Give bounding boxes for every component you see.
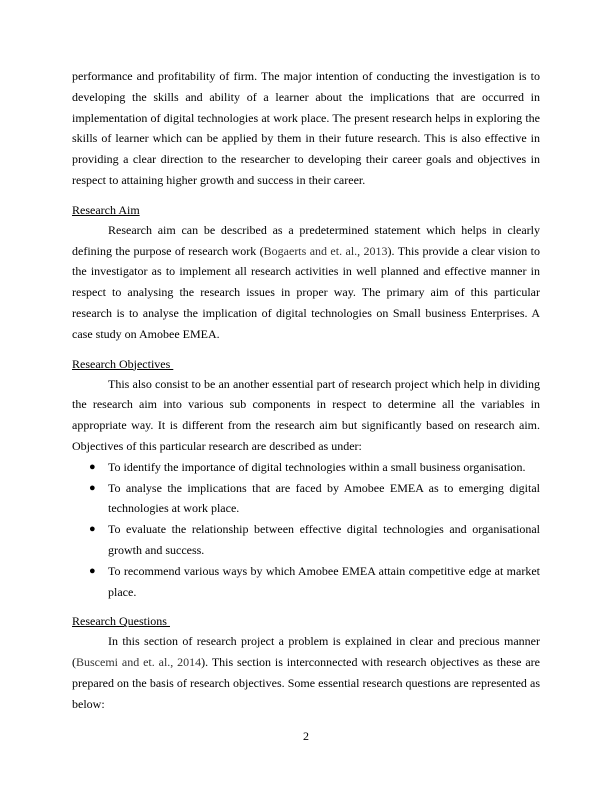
objective-text: To identify the importance of digital technologies within a small business organisation. [108, 459, 526, 474]
page-content [72, 66, 540, 715]
bullet-icon: ● [89, 523, 96, 536]
questions-text-before-citation: In this section of research project a problem is explained in clear and precious manner ( [72, 634, 540, 670]
intro-paragraph: performance and profitability of firm. The major intention of conducting the investigation is to developing the skills and ability of a learner about the implications that are occurred in implementation of digital technologies at work place. The present research helps in exploring the skills of learner which can be applied by them in their future research. This is also effective in providing a clear direction to the researcher to developing their career goals and objectives in respect to attaining higher growth and success in their career. [72, 69, 540, 187]
aim-citation: Bogaerts and et. al., 2013 [263, 243, 388, 258]
research-questions-paragraph [72, 631, 540, 714]
research-objectives-paragraph: This also consist to be an another essential part of research project which help in dividing the research aim into various sub components in respect to determine all the variables in appropriate way. It is different from the research aim but significantly based on research aim. Objectives of this particular research are described as under: [72, 376, 540, 453]
objective-text: To recommend various ways by which Amobee EMEA attain competitive edge at market place. [108, 563, 540, 599]
objective-text: To analyse the implications that are faced by Amobee EMEA as to emerging digital technologies at work place. [108, 480, 540, 516]
objective-item [72, 561, 540, 603]
aim-text-after-citation: ). This provide a clear vision to the investigator as to implement all research activities in well planned and effective manner in respect to analysing the research issues in proper way. The primary aim of this particular research is to analyse the implication of digital technologies on Small business Enterprises. A case study on Amobee EMEA. [72, 243, 541, 341]
research-aim-heading: Research Aim [72, 202, 140, 217]
objectives-list [72, 457, 540, 603]
objective-item [72, 457, 540, 478]
bullet-icon: ● [89, 460, 96, 473]
research-objectives-heading: Research Objectives [72, 356, 174, 371]
page-number: 2 [303, 729, 309, 743]
objective-item [72, 519, 540, 561]
aim-text-before-citation: Research aim can be described as a predetermined statement which helps in clearly defining the purpose of research work ( [72, 222, 540, 258]
objective-text: To evaluate the relationship between effective digital technologies and organisational growth and success. [108, 522, 540, 557]
research-aim-paragraph [72, 220, 540, 345]
questions-text-after-citation: ). This section is interconnected with research objectives as these are prepared on the basis of research objectives. Some essential research questions are represented as below: [72, 655, 540, 711]
bullet-icon: ● [89, 564, 96, 577]
research-questions-heading: Research Questions [72, 614, 170, 629]
bullet-icon: ● [89, 481, 96, 494]
objective-item [72, 478, 540, 520]
questions-citation: Buscemi and et. al., 2014 [76, 655, 202, 670]
